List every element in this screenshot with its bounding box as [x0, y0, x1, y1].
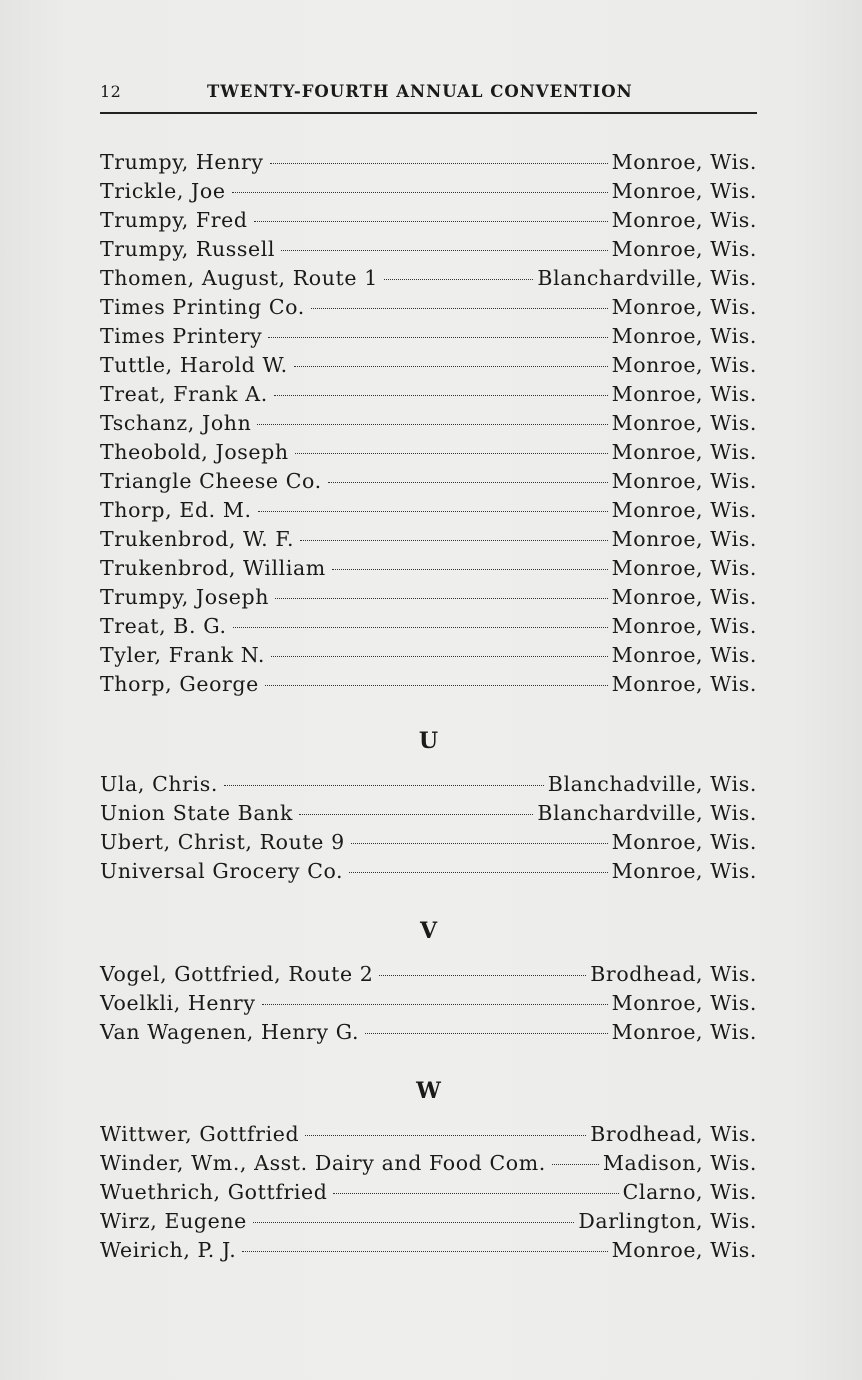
directory-entry	[100, 235, 757, 264]
directory-entry	[100, 293, 757, 322]
dot-leader	[253, 1222, 575, 1223]
entry-name: Vogel, Gottfried, Route 2	[100, 962, 374, 986]
dot-leader	[258, 511, 608, 512]
section-letter-u: U	[418, 728, 439, 754]
entry-name: Tschanz, John	[100, 411, 252, 435]
entry-place: Monroe, Wis.	[611, 179, 757, 203]
header-rule	[100, 112, 757, 114]
page-number: 12	[100, 82, 122, 101]
section-u	[100, 770, 757, 886]
section-w	[100, 1120, 757, 1265]
directory-entry	[100, 1149, 757, 1178]
directory-entry	[100, 960, 757, 989]
running-head	[100, 82, 757, 106]
entry-place: Brodhead, Wis.	[590, 962, 757, 986]
entry-place: Monroe, Wis.	[611, 585, 757, 609]
entry-place: Monroe, Wis.	[611, 556, 757, 580]
entry-name: Trukenbrod, W. F.	[100, 527, 295, 551]
entry-place: Blanchadville, Wis.	[547, 772, 757, 796]
dot-leader	[552, 1164, 599, 1165]
directory-entry	[100, 799, 757, 828]
entry-name: Triangle Cheese Co.	[100, 469, 322, 493]
directory-entry	[100, 989, 757, 1018]
entry-name: Trukenbrod, William	[100, 556, 326, 580]
dot-leader	[332, 569, 608, 570]
dot-leader	[262, 1004, 608, 1005]
dot-leader	[224, 785, 544, 786]
dot-leader	[384, 279, 534, 280]
dot-leader	[311, 308, 608, 309]
dot-leader	[275, 598, 608, 599]
dot-leader	[268, 337, 607, 338]
entry-name: Thorp, Ed. M.	[100, 498, 252, 522]
directory-entry	[100, 206, 757, 235]
entry-name: Winder, Wm., Asst. Dairy and Food Com.	[100, 1151, 546, 1175]
dot-leader	[333, 1193, 618, 1194]
entry-place: Clarno, Wis.	[622, 1180, 757, 1204]
dot-leader	[257, 424, 607, 425]
dot-leader	[270, 163, 608, 164]
entry-name: Times Printing Co.	[100, 295, 305, 319]
entry-name: Wirz, Eugene	[100, 1209, 247, 1233]
directory-entry	[100, 857, 757, 886]
directory-entry	[100, 409, 757, 438]
directory-entry	[100, 1207, 757, 1236]
entry-place: Monroe, Wis.	[611, 614, 757, 638]
entry-name: Ubert, Christ, Route 9	[100, 830, 345, 854]
entry-place: Monroe, Wis.	[611, 991, 757, 1015]
entry-place: Blanchardville, Wis.	[537, 801, 757, 825]
entry-place: Monroe, Wis.	[611, 498, 757, 522]
entry-name: Voelkli, Henry	[100, 991, 256, 1015]
entry-place: Monroe, Wis.	[611, 237, 757, 261]
directory-entry	[100, 380, 757, 409]
entry-name: Ula, Chris.	[100, 772, 218, 796]
directory-entry	[100, 467, 757, 496]
dot-leader	[365, 1033, 608, 1034]
directory-entry	[100, 612, 757, 641]
directory-entry	[100, 496, 757, 525]
entry-name: Trumpy, Henry	[100, 150, 264, 174]
entry-name: Wittwer, Gottfried	[100, 1122, 300, 1146]
entry-name: Tyler, Frank N.	[100, 643, 266, 667]
entry-place: Monroe, Wis.	[611, 1020, 757, 1044]
dot-leader	[233, 627, 608, 628]
dot-leader	[254, 221, 608, 222]
entry-name: Thorp, George	[100, 672, 259, 696]
dot-leader	[274, 395, 608, 396]
dot-leader	[281, 250, 608, 251]
directory-entry	[100, 583, 757, 612]
entry-place: Brodhead, Wis.	[590, 1122, 757, 1146]
entry-place: Darlington, Wis.	[578, 1209, 757, 1233]
dot-leader	[349, 872, 607, 873]
entry-place: Monroe, Wis.	[611, 672, 757, 696]
entry-place: Monroe, Wis.	[611, 830, 757, 854]
directory-entry	[100, 1236, 757, 1265]
directory-entry	[100, 828, 757, 857]
entry-place: Monroe, Wis.	[611, 1238, 757, 1262]
entry-place: Monroe, Wis.	[611, 469, 757, 493]
directory-entry	[100, 438, 757, 467]
dot-leader	[351, 843, 608, 844]
entry-place: Blanchardville, Wis.	[537, 266, 757, 290]
section-letter-w: W	[416, 1078, 441, 1104]
dot-leader	[294, 366, 608, 367]
directory-entry	[100, 670, 757, 699]
section-letter-v: V	[419, 918, 438, 944]
directory-entry	[100, 148, 757, 177]
dot-leader	[379, 975, 586, 976]
dot-leader	[300, 540, 608, 541]
directory-entry	[100, 525, 757, 554]
entry-name: Universal Grocery Co.	[100, 859, 344, 883]
entry-name: Union State Bank	[100, 801, 293, 825]
directory-entry	[100, 322, 757, 351]
directory-entry	[100, 1178, 757, 1207]
directory-entry	[100, 641, 757, 670]
entry-name: Treat, Frank A.	[100, 382, 268, 406]
directory-entry	[100, 554, 757, 583]
section-v	[100, 960, 757, 1047]
entry-name: Trumpy, Russell	[100, 237, 276, 261]
entry-place: Madison, Wis.	[602, 1151, 757, 1175]
entry-name: Wuethrich, Gottfried	[100, 1180, 328, 1204]
entry-place: Monroe, Wis.	[611, 527, 757, 551]
entry-place: Monroe, Wis.	[611, 208, 757, 232]
directory-entry	[100, 264, 757, 293]
entry-name: Theobold, Joseph	[100, 440, 289, 464]
entry-place: Monroe, Wis.	[611, 440, 757, 464]
directory-entry	[100, 1120, 757, 1149]
section-t	[100, 148, 757, 699]
dot-leader	[299, 814, 533, 815]
entry-place: Monroe, Wis.	[611, 324, 757, 348]
directory-entry	[100, 177, 757, 206]
directory-entry	[100, 770, 757, 799]
entry-name: Weirich, P. J.	[100, 1238, 237, 1262]
entry-place: Monroe, Wis.	[611, 411, 757, 435]
dot-leader	[242, 1251, 607, 1252]
dot-leader	[232, 192, 608, 193]
entry-name: Van Wagenen, Henry G.	[100, 1020, 360, 1044]
entry-place: Monroe, Wis.	[611, 859, 757, 883]
dot-leader	[271, 656, 608, 657]
entry-name: Times Printery	[100, 324, 263, 348]
entry-name: Trumpy, Joseph	[100, 585, 270, 609]
dot-leader	[328, 482, 608, 483]
entry-place: Monroe, Wis.	[611, 643, 757, 667]
entry-name: Tuttle, Harold W.	[100, 353, 288, 377]
directory-entry	[100, 351, 757, 380]
header-title: TWENTY-FOURTH ANNUAL CONVENTION	[207, 82, 633, 101]
dot-leader	[305, 1135, 586, 1136]
entry-name: Trickle, Joe	[100, 179, 226, 203]
entry-name: Treat, B. G.	[100, 614, 227, 638]
entry-name: Thomen, August, Route 1	[100, 266, 378, 290]
entry-name: Trumpy, Fred	[100, 208, 248, 232]
entry-place: Monroe, Wis.	[611, 382, 757, 406]
entry-place: Monroe, Wis.	[611, 353, 757, 377]
dot-leader	[295, 453, 608, 454]
directory-entry	[100, 1018, 757, 1047]
dot-leader	[265, 685, 608, 686]
entry-place: Monroe, Wis.	[611, 295, 757, 319]
entry-place: Monroe, Wis.	[611, 150, 757, 174]
